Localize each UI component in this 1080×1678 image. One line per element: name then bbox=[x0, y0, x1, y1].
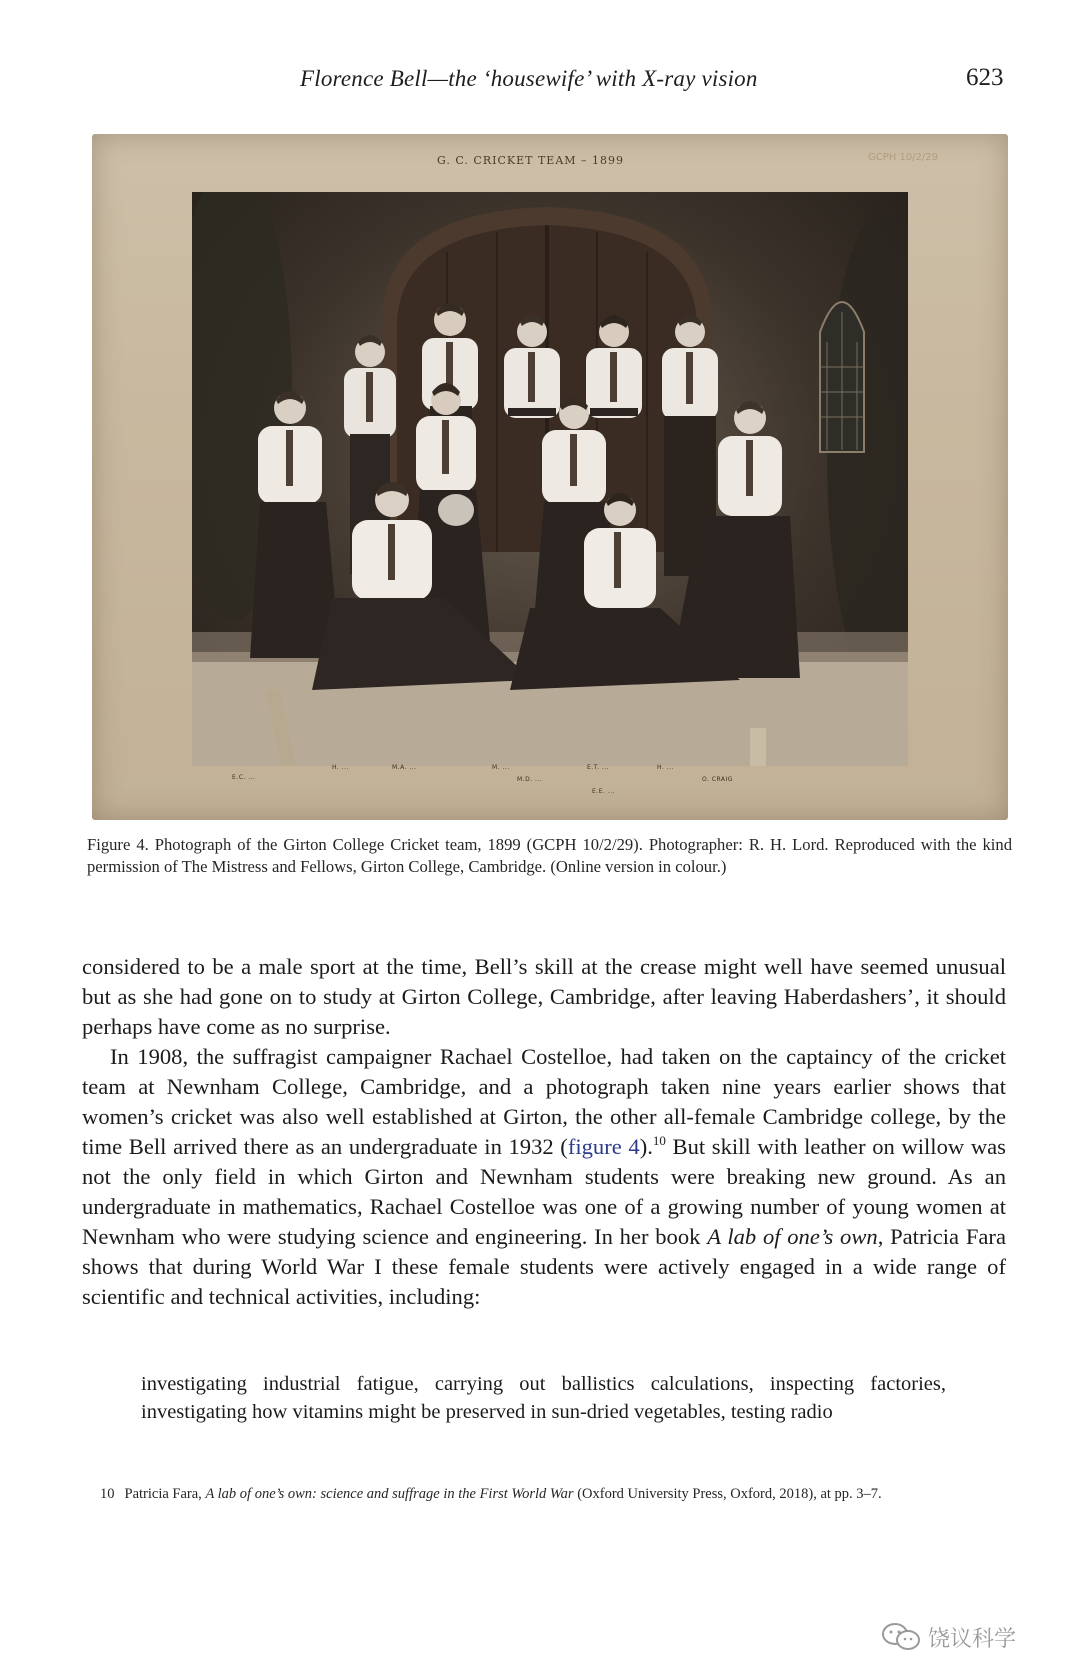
photo-name-label: M.A. ... bbox=[392, 764, 417, 771]
paragraph-text: ). bbox=[639, 1134, 653, 1159]
photo-name-label: M. ... bbox=[492, 764, 510, 771]
figure-photograph bbox=[92, 134, 1008, 820]
footnote-reference[interactable]: 10 bbox=[652, 1133, 666, 1148]
footnote-title: A lab of one’s own: science and suffrage in the First World War bbox=[205, 1486, 574, 1502]
photo-name-label: H. ... bbox=[332, 764, 349, 771]
photo-name-label: H. ... bbox=[657, 764, 674, 771]
photo-name-label: M.D. ... bbox=[517, 776, 543, 783]
figure-caption: Figure 4. Photograph of the Girton College Cricket team, 1899 (GCPH 10/2/29). Photographer: R. H. Lord. Reproduced with the kind permission of The Mistress and Fellows, Girton College, Cambridge. (Online version in colour.) bbox=[87, 835, 1012, 876]
photo-name-label: E.E. ... bbox=[592, 788, 616, 795]
footnote-author: Patricia Fara, bbox=[124, 1486, 206, 1502]
photo-name-label: E.T. ... bbox=[587, 764, 610, 771]
figure-link[interactable]: figure 4 bbox=[567, 1134, 640, 1159]
archive-mark: GCPH 10/2/29 bbox=[867, 152, 938, 163]
paragraph: considered to be a male sport at the time, Bell’s skill at the crease might well have seemed unusual but as she had gone on to study at Girton College, Cambridge, after leaving Haberdashers’, it should perhaps have come as no surprise. bbox=[82, 954, 1006, 1039]
paragraph-text: In 1908, the suffragist campaigner Rachael Costelloe, had taken on the captaincy of the cricket team at Newnham College, Cambridge, and a photograph taken nine years earlier shows that women’s cricket was also well established at Girton, the other all-female Cambridge college, by the time Bell arrived there as an undergraduate in 1932 ( bbox=[82, 1044, 1006, 1159]
watermark-text: 饶议科学 bbox=[928, 1627, 1017, 1652]
footnote-rest: (Oxford University Press, Oxford, 2018), at pp. 3–7. bbox=[573, 1486, 882, 1502]
mount-inscription: G. C. CRICKET TEAM – 1899 bbox=[437, 154, 625, 167]
book-title: A lab of one’s own bbox=[707, 1224, 878, 1249]
footnote bbox=[82, 1483, 1002, 1506]
paragraph-text: , Patricia Fara shows that during World War I these female students were actively engaged in a wide range of scientific and technical activities, including: bbox=[82, 1224, 1006, 1309]
photo-name-label: E.C. ... bbox=[232, 774, 256, 781]
team-photo-print bbox=[192, 192, 908, 766]
photo-name-labels bbox=[232, 764, 872, 814]
running-title: Florence Bell—the ‘housewife’ with X-ray vision bbox=[300, 66, 758, 91]
photo-name-label: O. CRAIG bbox=[702, 776, 733, 783]
body-text bbox=[82, 952, 1006, 1312]
watermark bbox=[880, 1620, 1017, 1654]
page-number: 623 bbox=[966, 64, 1004, 91]
chat-bubble-icon bbox=[880, 1620, 922, 1654]
paragraph bbox=[82, 1042, 1006, 1312]
team-photo-illustration bbox=[192, 192, 908, 766]
block-quote: investigating industrial fatigue, carrying out ballistics calculations, inspecting factories, investigating how vitamins might be preserved in sun-dried vegetables, testing radio bbox=[141, 1373, 946, 1423]
paragraph-text: But skill with leather on willow was not the only field in which Girton and Newnham students were breaking new ground. As an undergraduate in mathematics, Rachael Costelloe was one of a growing number of young women at Newnham who were studying science and engineering. In her book bbox=[82, 1134, 1006, 1249]
footnote-number: 10 bbox=[100, 1486, 115, 1502]
running-head bbox=[0, 64, 1080, 100]
